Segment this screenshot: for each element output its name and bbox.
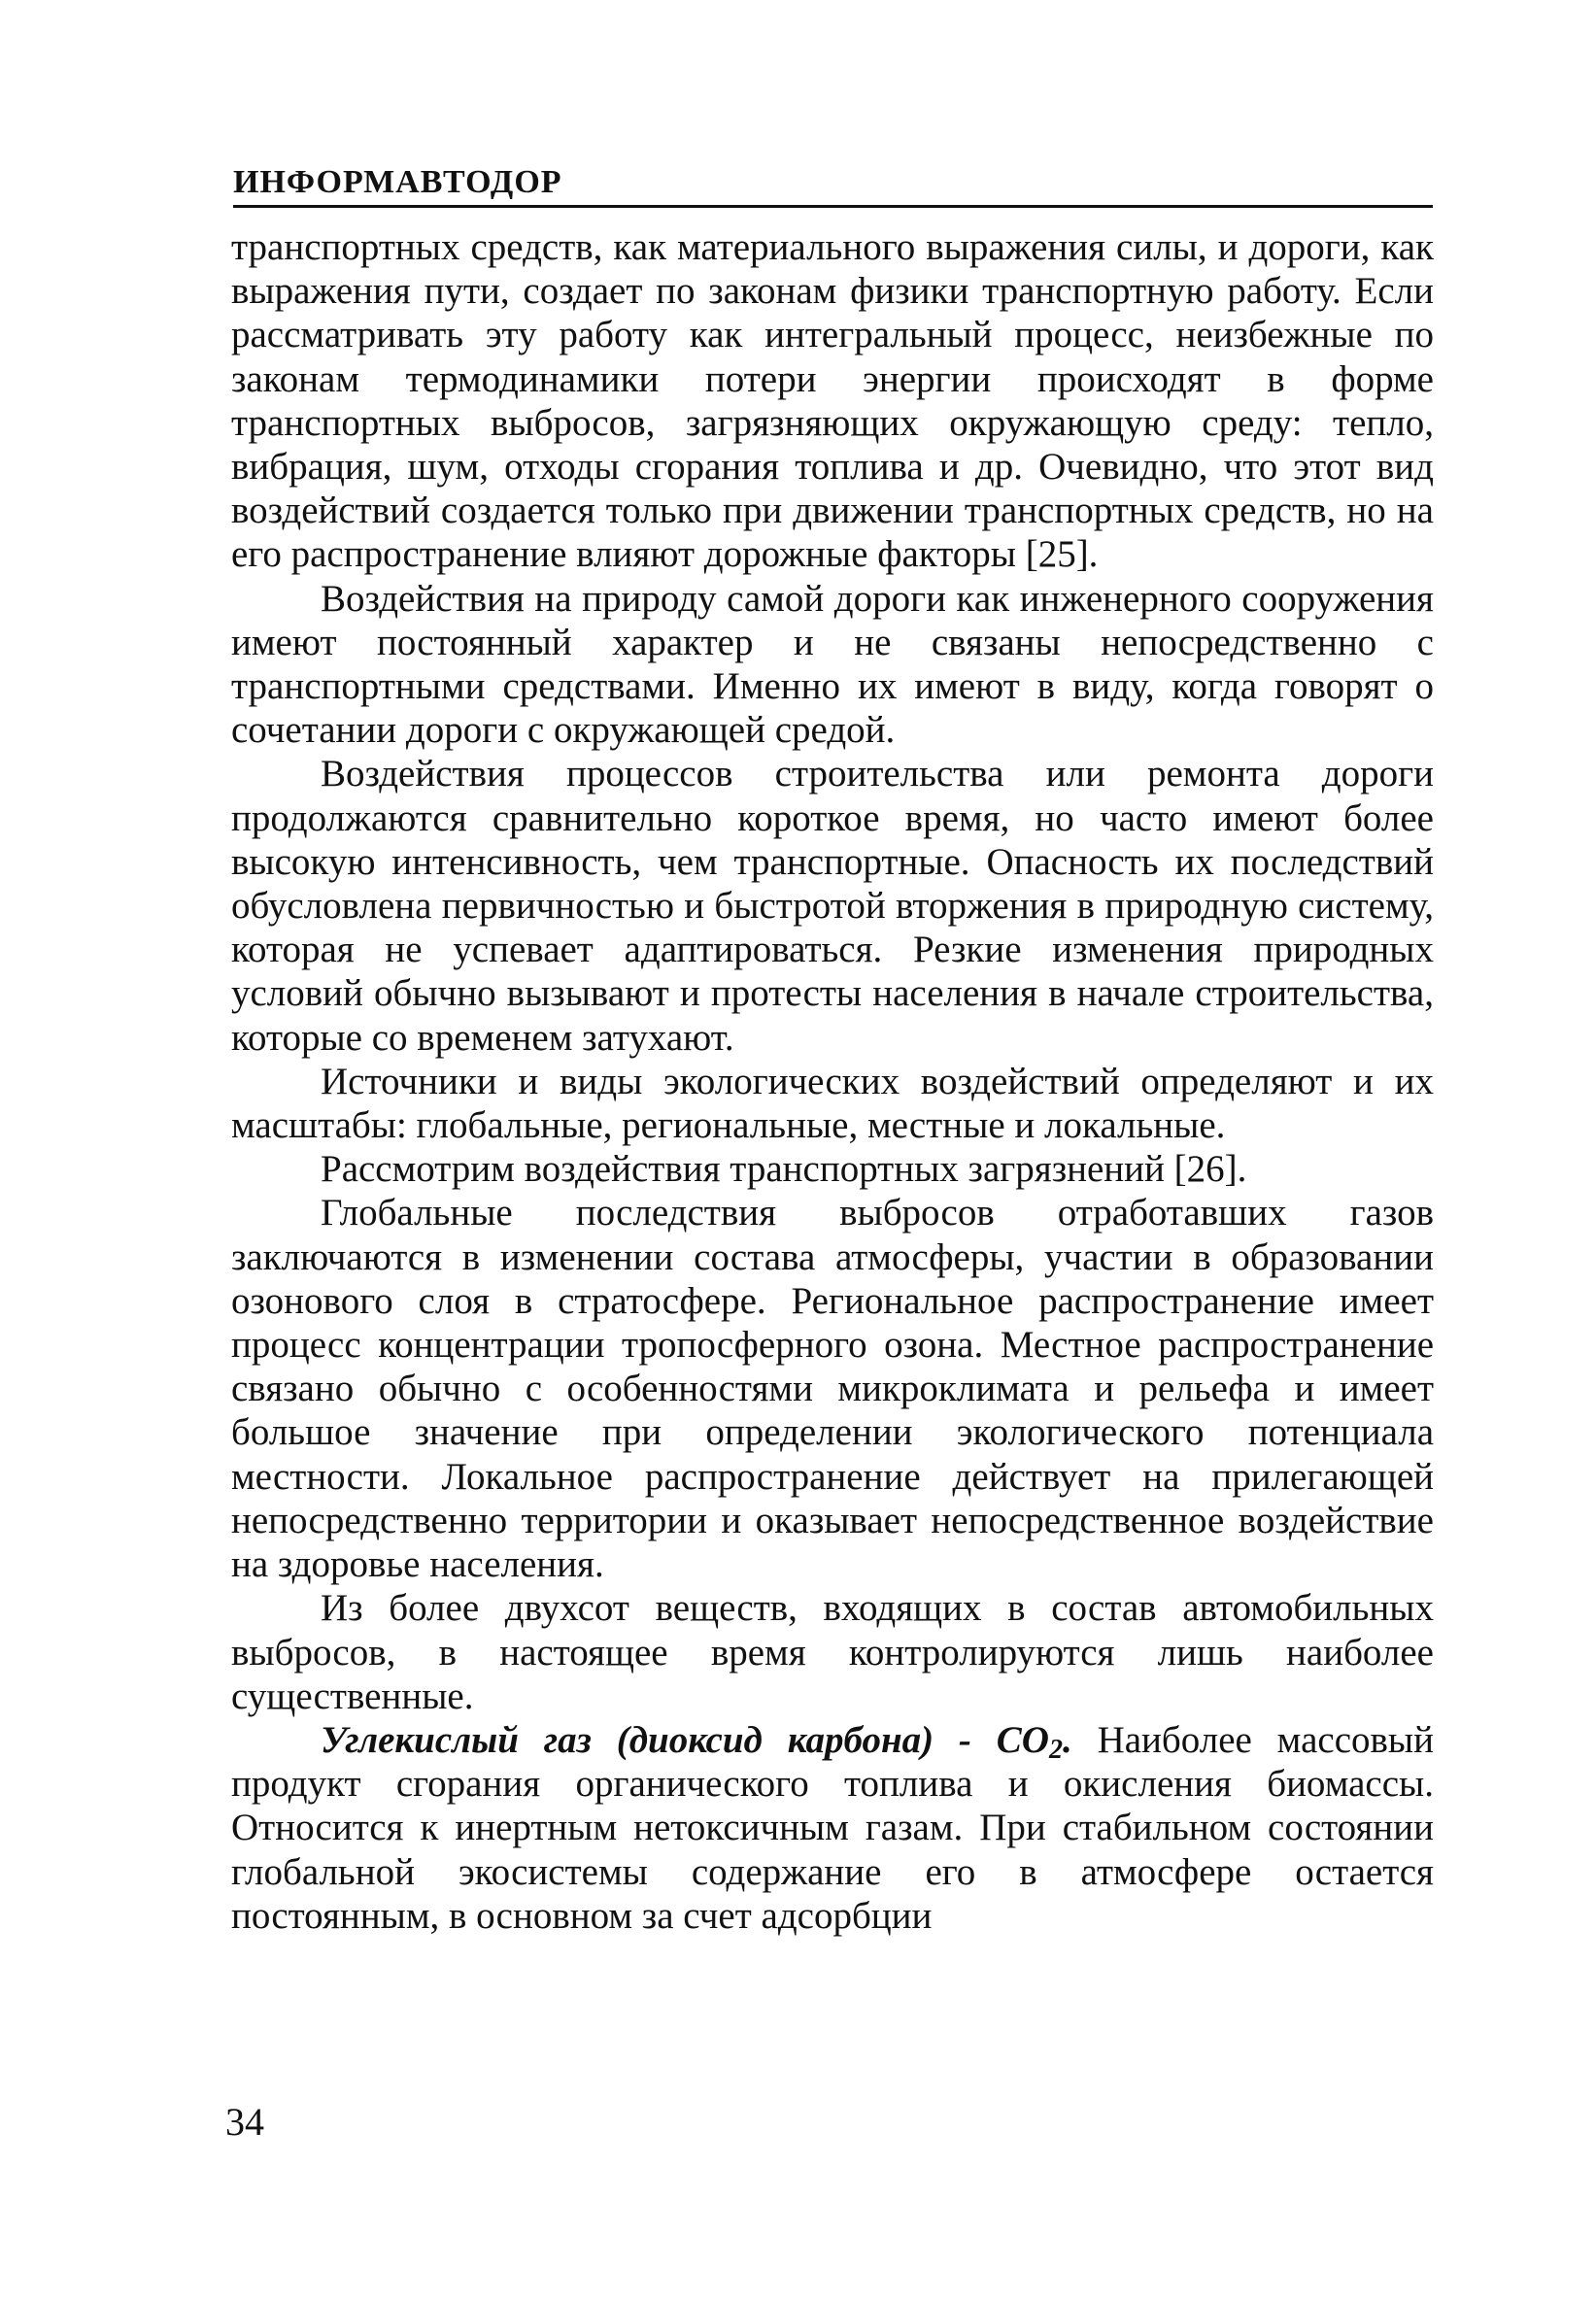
header-rule (233, 205, 1433, 208)
co2-term-text: Углекислый газ (диоксид карбона) - СО (321, 1718, 1049, 1761)
running-header-title: ИНФОРМАВТОДОР (233, 164, 562, 200)
co2-description: Наиболее массовый продукт сгорания органического топлива и окисления биомассы. Относится к инертным нетоксичным газам. При стабильном состоянии глобальной экосистемы содержание его в атмосфере остается постоянным, в основном за счет адсорбции (231, 1718, 1434, 1937)
paragraph-sources-scale: Источники и виды экологических воздействий определяют и их масштабы: глобальные, региональные, местные и локальные. (231, 1060, 1434, 1147)
co2-subscript: 2 (1048, 1735, 1063, 1766)
paragraph-co2 (231, 1718, 1434, 1938)
paragraph-global-consequences: Глобальные последствия выбросов отработавших газов заключаются в изменении состава атмосферы, участии в образовании озонового слоя в стратосфере. Региональное распространение имеет процесс концентрации тропосферного озона. Местное распространение связано обычно с особенностями микроклимата и рельефа и имеет большое значение при определении экологического потенциала местности. Локальное распространение действует на прилегающей непосредственно территории и оказывает непосредственное воздействие на здоровье населения. (231, 1192, 1434, 1586)
paragraph-controlled-substances: Из более двухсот веществ, входящих в состав автомобильных выбросов, в настоящее время контролируются лишь наиболее существенные. (231, 1587, 1434, 1717)
co2-term-period: . (1062, 1718, 1072, 1761)
paragraph-road-structure: Воздействия на природу самой дороги как инженерного сооружения имеют постоянный характер и не связаны непосредственно с транспортными средствами. Именно их имеют в виду, когда говорят о сочетании дороги с окружающей средой. (231, 577, 1434, 752)
page-number: 34 (225, 2100, 264, 2144)
body-text (231, 225, 1434, 1938)
co2-term (321, 1718, 1072, 1766)
paragraph-consider-pollution: Рассмотрим воздействия транспортных загрязнений [26]. (321, 1148, 1247, 1191)
paragraph-construction: Воздействия процессов строительства или ремонта дороги продолжаются сравнительно короткое время, но часто имеют более высокую интенсивность, чем транспортные. Опасность их последствий обусловлена первичностью и быстротой вторжения в природную систему, которая не успевает адаптироваться. Резкие изменения природных условий обычно вызывают и протесты населения в начале строительства, которые со временем затухают. (231, 753, 1434, 1059)
paragraph-continued: транспортных средств, как материального выражения силы, и дороги, как выражения пути, создает по законам физики транспортную работу. Если рассматривать эту работу как интегральный процесс, неизбежные по законам термодинамики потери энергии происходят в форме транспортных выбросов, загрязняющих окружающую среду: тепло, вибрация, шум, отходы сгорания топлива и др. Очевидно, что этот вид воздействий создается только при движении транспортных средств, но на его распространение влияют дорожные факторы [25]. (231, 226, 1434, 576)
